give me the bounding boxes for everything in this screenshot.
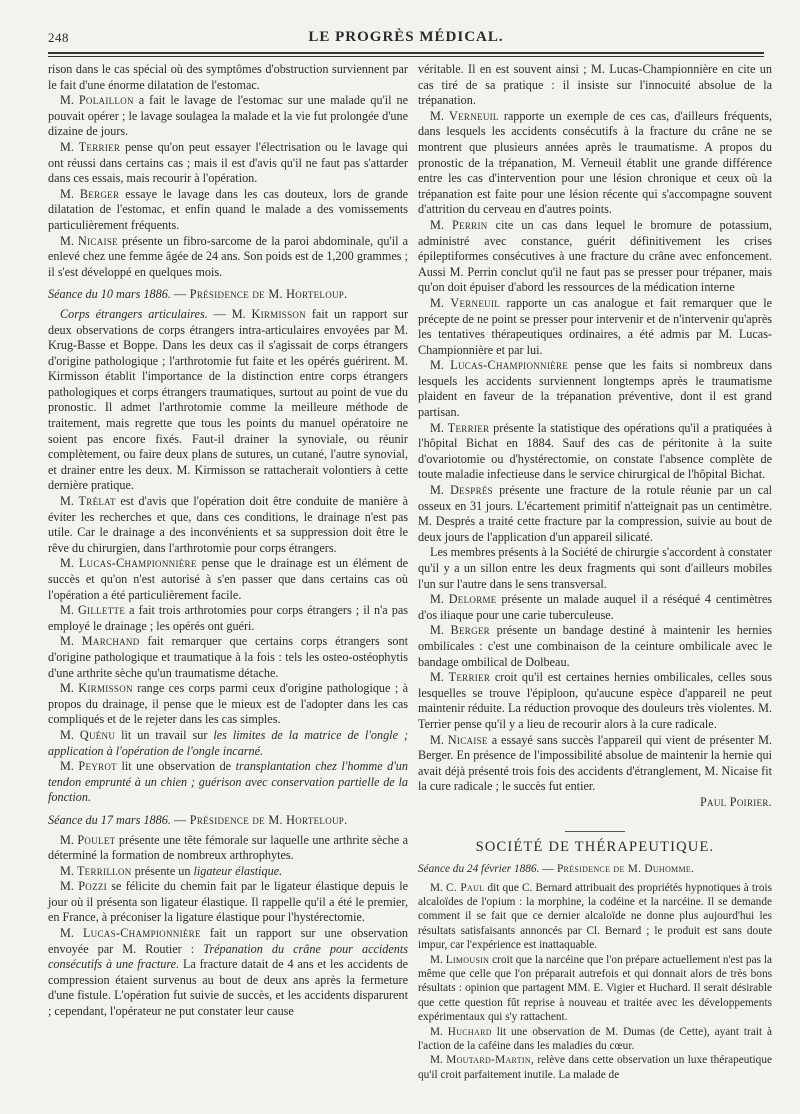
speaker-name: Perrin (451, 217, 488, 232)
paragraph: M. Lucas-Championnière fait un rapport sur une observation envoyée par M. Routier : Trépanation du crâne pour accidents consécutifs à une fracture. La fracture datait de 4 ans et les accidents de compression étaient survenus au bout de deux ans après la fermeture d'une fistule. L'opération fut suivie de succès, et les accidents disparurent ; cependant, l'opérateur ne put constater leur cause (48, 926, 409, 1019)
paragraph: M. Nicaise présente un fibro-sarcome de la paroi abdominale, qu'il a enlevé chez une femme âgée de 24 ans. Son poids est de 1,200 grammes ; il s'est développé en quelques mois. (48, 233, 408, 279)
paragraph-text: rapporte un exemple de ces cas, d'ailleurs fréquents, dans lesquels les accidents consécutifs à la fracture du crâne ne se montrent que plusieurs années après le traumatisme. A propos du pronostic de la trépanation, M. Verneuil établit une grande différence entre les cas d'intervention pour une lésion chronique et ceux où la trépanation est faite pour une lésion récente qui s'accompagne souvent d'attrition du cerveau en d'autres points. (418, 108, 772, 217)
paragraph-text: croit que la narcéine que l'on prépare actuellement n'est pas la même que celle que l'on préparait autrefois et qui donnait alors de très bons résultats : opinion que partagent MM. E. Vigier et Huchard. Il serait désirable que cette question fût reprise à nouveau et traitée avec les développements expérimentaux qui s'y rattachent. (418, 953, 772, 1024)
page-number: 248 (48, 30, 69, 45)
speaker-name: Lucas-Championnière (78, 556, 197, 571)
speaker-name: Nicaise (447, 732, 488, 747)
speaker-name: Gillette (77, 603, 126, 618)
paragraph: M. Limousin croit que la narcéine que l'on prépare actuellement n'est pas la même que celle que l'on préparait autrefois et qui donnait alors de très bons résultats : opinion que partagent MM. E. Vigier et Huchard. Il serait désirable que cette question fût reprise à nouveau et traitée avec les développements expérimentaux qui s'y rattachent. (418, 953, 772, 1024)
paragraph-text: présente une fracture de la rotule réunie par un cal osseux en 31 jours. L'écartement primitif n'atteignait pas un centimètre. M. Després a traité cette fracture par la compression, suivie au bout de deux jours de l'application d'un appareil silicaté. (418, 483, 772, 544)
work-title: ligateur élastique. (193, 863, 283, 878)
paragraph-text: fait un rapport sur une observation envoyée par M. Routier : (48, 926, 409, 956)
paragraph: M. Terrier présente la statistique des opérations qu'il a pratiquées à l'hôpital Bichat en 1884. Sauf des cas de péritonite à la suite d'ovariotomie ou d'hystérectomie, on constate l'absence complète de toute maladie infectieuse dans le service chirurgical de l'hôpital Bichat. (418, 420, 772, 482)
paragraph-text: présente un malade auquel il a réséqué 4 centimètres d'os iliaque pour une carie tuberculeuse. (418, 592, 772, 622)
speaker-name: Berger (450, 623, 490, 638)
speaker-name: Terrier (447, 420, 490, 435)
session-presidency: — Présidence de M. Horteloup. (173, 812, 348, 827)
journal-title: LE PROGRÈS MÉDICAL. (308, 29, 504, 45)
paragraph: M. Huchard lit une observation de M. Dumas (de Cette), ayant trait à l'action de la caféine dans les maladies du cœur. (418, 1025, 773, 1052)
work-title: les limites de la matrice de l'ongle ; application à l'opération de l'ongle incarné. (48, 727, 409, 758)
session-heading (48, 813, 408, 829)
work-title: Trépanation du crâne pour accidents consécutifs à une fracture. (48, 941, 408, 972)
right-column (418, 62, 772, 1082)
paragraph-text: La fracture datait de 4 ans et les accidents de compression étaient survenus au bout de deux ans après la fermeture d'une fistule. L'opération fut suivie de succès, et les accidents disparurent ; cependant, l'opérateur ne put constater leur cause (48, 957, 409, 1019)
paragraph: M. Després présente une fracture de la rotule réunie par un cal osseux en 31 jours. L'écartement primitif n'atteignait pas un centimètre. M. Després a traité cette fracture par la compression, suivie au bout de deux jours de l'application d'un appareil silicaté. (418, 483, 772, 544)
dash: — (213, 306, 226, 321)
paragraph: M. Terrier pense qu'on peut essayer l'électrisation ou le lavage qui ont réussi dans certains cas ; mais il est d'avis qu'il ne faut pas s'attarder dans ces essais, mais recourir à l'opération. (48, 139, 409, 186)
paragraph-text: dit que C. Bernard attribuait des propriétés hypnotiques à trois alcaloïdes de l'opium : la morphine, la codéine et la narcéine. Il se demande comment il se fait que ce dernier alcaloïde ne donne plus aujourd'hui les résultats satisfaisants annoncés par Cl. Bernard ; le produit est sans doute impur, car l'expérience est inattaquable. (418, 881, 773, 952)
paragraph: M. Gillette a fait trois arthrotomies pour corps étrangers ; il n'a pas employé le drainage ; les opérés ont guéri. (48, 603, 409, 633)
speaker-name: Marchand (81, 634, 140, 649)
paragraph: M. Kirmisson range ces corps parmi ceux d'origine pathologique ; à propos du drainage, il pense que le mieux est de l'adopter dans les cas compliqués et de le rejeter dans les cas simples. (48, 681, 408, 727)
paragraph: M. Quénu lit un travail sur les limites de la matrice de l'ongle ; application à l'opération de l'ongle incarné. (48, 727, 409, 758)
paragraph: Les membres présents à la Société de chirurgie s'accordent à constater qu'il y a un sillon entre les deux fragments qui sont d'ailleurs mobiles l'un sur l'autre dans le sens transversal. (418, 545, 772, 591)
signature-line (418, 795, 772, 811)
paragraph: M. Peyrot lit une observation de transplantation chez l'homme d'un tendon emprunté à un chien ; guérison avec conservation partielle de la fonction. (48, 759, 408, 805)
paragraph-text: se félicite du chemin fait par le ligateur élastique depuis le jour où il présenta son ligateur élastique. Il rappelle qu'il a été le premier, en France, à préconiser la ligature élastique pour l'hystérectomie. (48, 879, 409, 925)
paragraph: M. Verneuil rapporte un cas analogue et fait remarquer que le précepte de ne point se presser pour intervenir et de n'intervenir qu'après les tentatives thérapeutiques ordinaires, a été admis par M. Lucas-Championnière et par lui. (418, 295, 773, 357)
paragraph-text: cite un cas dans lequel le bromure de potassium, administré avec constance, guérit définitivement les crises épileptiformes consécutives à une fracture du crâne avec enfoncement. Aussi M. Perrin conclut qu'il ne faut pas se presser pour trépaner, mais qu'on doit épuiser d'abord les ressources de la médication interne (418, 217, 772, 295)
paragraph: M. Verneuil rapporte un exemple de ces cas, d'ailleurs fréquents, dans lesquels les accidents consécutifs à la fracture du crâne ne se montrent que plusieurs années après le traumatisme. A propos du pronostic de la trépanation, M. Verneuil établit une grande différence entre les cas d'intervention pour une lésion chronique et ceux où la trépanation est faite pour une lésion récente qui s'accompagne souvent d'attrition du cerveau en d'autres points. (418, 108, 772, 217)
paragraph: M. Berger présente un bandage destiné à maintenir les hernies ombilicales : c'est une combinaison de la ceinture ombilicale avec le bandage ombilical de Dolbeau. (418, 623, 772, 669)
speaker-name: Delorme (448, 592, 497, 607)
left-column (48, 62, 408, 1020)
speaker-name: Terrier (78, 139, 121, 154)
paragraph: M. Lucas-Championnière pense que le drainage est un élément de succès et qu'on n'est autorisé à s'en passer que dans certains cas où l'opération a été particulièrement facile. (48, 556, 408, 602)
speaker-name: Polaillon (78, 93, 134, 108)
speaker-name: Pozzi (78, 879, 107, 894)
session-date: Séance du 24 février 1886. (418, 863, 540, 876)
paragraph-text: range ces corps parmi ceux d'origine pathologique ; à propos du drainage, il pense que le mieux est de l'adopter dans les cas compliqués et de le rejeter dans les cas simples. (48, 681, 408, 727)
paragraph: M. Terrier croit qu'il est certaines hernies ombilicales, celles sous lesquelles se trouve l'épiploon, qu'aucune espèce d'appareil ne peut maintenir réduite. La réduction provoque des douleurs très violentes. M. Terrier pense qu'il y a lieu de recourir alors à la cure radicale. (418, 670, 772, 731)
paragraph-text: est d'avis que l'opération doit être conduite de manière à éviter les recherches et que, dans ces conditions, le drainage n'est pas utile. Car le drainage a des inconvénients et sa suppression doit être le rêve du chirurgien, dans l'arthrotomie pour corps étrangers. (48, 494, 409, 555)
paragraph-text: lit une observation de M. Dumas (de Cette), ayant trait à l'action de la caféine dans les maladies du cœur. (418, 1025, 773, 1052)
speaker-name: Quénu (79, 727, 116, 742)
speaker-name: Moutard-Martin, (446, 1054, 535, 1067)
paragraph: M. Poulet présente une tête fémorale sur laquelle une arthrite sèche a déterminé la formation de nombreux arthrophytes. (48, 832, 409, 863)
speaker-name: Berger (79, 186, 120, 201)
paragraph-text: a fait trois arthrotomies pour corps étrangers ; il n'a pas employé le drainage ; les opérés ont guéri. (48, 603, 409, 633)
speaker-name: Huchard (447, 1025, 492, 1038)
paragraph-text: relève dans cette observation un luxe thérapeutique qu'il croit parfaitement inutile. La malade de (418, 1054, 772, 1081)
paragraph-text: présente une tête fémorale sur laquelle une arthrite sèche a déterminé la formation de nombreux arthrophytes. (48, 832, 409, 863)
speaker-name: Terrillon (76, 863, 132, 878)
paragraph-text: croit qu'il est certaines hernies ombilicales, celles sous lesquelles se trouve l'épiploon, qu'aucune espèce d'appareil ne peut maintenir réduite. La réduction provoque des douleurs très violentes. M. Terrier pense qu'il y a lieu de recourir alors à la cure radicale. (418, 670, 772, 731)
speaker-name: Terrier (448, 670, 491, 685)
speaker-name: Després (450, 483, 493, 498)
paragraph: M. Marchand fait remarquer que certains corps étrangers sont d'origine pathologique et traumatique à la fois : tels les osteo-ostéophytis d'une arthrite sèche qu'un traumatisme détache. (48, 634, 408, 680)
paragraph: M. Nicaise a essayé sans succès l'appareil qui vient de présenter M. Berger. En présence de l'impossibilité absolue de maintenir la hernie qui avait déjà présenté trois fois des accidents d'étranglement, M. Nicaise fit la cure radicale ; le succès fut entier. (418, 732, 772, 794)
paragraph: rison dans le cas spécial où des symptômes d'obstruction surviennent par le fait d'une énorme dilatation de l'estomac. (48, 62, 408, 92)
session-heading (48, 287, 408, 303)
speaker-name: Trélat (78, 494, 116, 509)
paragraph-text: présente un fibro-sarcome de la paroi abdominale, qu'il a enlevé chez une femme âgée de 24 ans. Son poids est de 1,200 grammes ; il s'est développé en quelques mois. (48, 233, 408, 279)
speaker-name: C. Paul (446, 881, 485, 894)
speaker-name: Peyrot (78, 759, 117, 774)
paragraph: M. Pozzi se félicite du chemin fait par le ligateur élastique depuis le jour où il présenta son ligateur élastique. Il rappelle qu'il a été le premier, en France, à préconiser la ligature élastique pour l'hystérectomie. (48, 879, 409, 925)
paragraph: Corps étrangers articulaires. — M. Kirmisson fait un rapport sur deux observations de corps étrangers intra-articulaires envoyées par M. Krug-Basse et Boppe. Dans les deux cas il s'agissait de corps étrangers d'origine pathologique ; l'arthrotomie fut faite et les opérés guérirent. M. Kirmisson établit l'importance de la distinction entre corps étrangers pathologiques et corps étrangers traumatiques, surtout au point de vue du pronostic. Il admet l'arthrotomie comme la meilleure méthode de traitement, mais regrette que tous les points du manuel opératoire ne soient pas encore fixés. Faut-il drainer la synoviale, ou réunir complètement, ou faire deux plans de sutures, un cutané, l'autre synovial, et drainer entre les deux. M. Kirmisson se rattacherait volontiers à cette dernière pratique. (48, 306, 409, 493)
paragraph-text: lit une observation de (121, 759, 232, 774)
work-title: transplantation chez l'homme d'un tendon emprunté à un chien ; guérison avec conservation partielle de la fonction. (48, 759, 408, 805)
speaker-name: Kirmisson (251, 306, 306, 321)
session-presidency: — Présidence de M. Duhomme. (542, 863, 695, 876)
paragraph: M. Moutard-Martin, relève dans cette observation un luxe thérapeutique qu'il croit parfaitement inutile. La malade de (418, 1054, 772, 1081)
paragraph-text: fait un rapport sur deux observations de corps étrangers intra-articulaires envoyées par M. Krug-Basse et Boppe. Dans les deux cas il s'agissait de corps étrangers d'origine pathologique ; l'arthrotomie fut faite et les opérés guérirent. M. Kirmisson établit l'importance de la distinction entre corps étrangers pathologiques et corps étrangers traumatiques, surtout au point de vue du pronostic. Il admet l'arthrotomie comme la meilleure méthode de traitement, mais regrette que tous les points du manuel opératoire ne soient pas encore fixés. Faut-il drainer la synoviale, ou réunir complètement, ou faire deux plans de sutures, un cutané, l'autre synovial, et drainer entre les deux. M. Kirmisson se rattacherait volontiers à cette dernière pratique. (48, 306, 409, 493)
speaker-name: Verneuil (449, 108, 499, 123)
paragraph-text: rapporte un cas analogue et fait remarquer que le précepte de ne point se presser pour intervenir et de n'intervenir qu'après les tentatives thérapeutiques ordinaires, a été admis par M. Lucas-Championnière et par lui. (418, 295, 773, 357)
speaker-name: Lucas-Championnière (82, 926, 201, 941)
paragraph: véritable. Il en est souvent ainsi ; M. Lucas-Championnière en cite un cas tiré de sa pratique : il insiste sur l'innocuité absolue de la trépanation. (418, 62, 772, 108)
speaker-name: Nicaise (78, 233, 118, 248)
paragraph-text: fait remarquer que certains corps étrangers sont d'origine pathologique et traumatique à la fois : tels les osteo-ostéophytis d'une arthrite sèche qu'un traumatisme détache. (48, 634, 408, 680)
section-title: SOCIÉTÉ DE THÉRAPEUTIQUE. (418, 825, 772, 856)
paragraph-text: pense que le drainage est un élément de succès et qu'on n'est autorisé à s'en passer que dans certains cas où l'opération a été particulièrement facile. (48, 556, 408, 602)
paragraph-text: essaye le lavage dans les cas douteux, lors de grande dilatation de l'estomac, et enfin quand le malade a des vomissements particulièrement fréquents. (48, 186, 408, 232)
author-signature: Paul Poirier. (699, 794, 772, 809)
paragraph-text: pense que les faits si nombreux dans lesquels les accidents surviennent longtemps après le traumatisme plaident en faveur de la trépanation préventive, dont il est grand partisan. (418, 358, 772, 420)
paragraph-text: a fait le lavage de l'estomac sur une malade qu'il ne pouvait opérer ; le lavage soulagea la malade et la vie fut prolongée d'une dizaine de jours. (48, 93, 409, 139)
header-rule (48, 52, 764, 57)
paragraph: M. Lucas-Championnière pense que les faits si nombreux dans lesquels les accidents surviennent longtemps après le traumatisme plaident en faveur de la trépanation préventive, dont il est grand partisan. (418, 358, 772, 420)
paragraph: M. C. Paul dit que C. Bernard attribuait des propriétés hypnotiques à trois alcaloïdes de l'opium : la morphine, la codéine et la narcéine. Il se demande comment il se fait que ce dernier alcaloïde ne donne plus aujourd'hui les résultats satisfaisants annoncés par Cl. Bernard ; le produit est sans doute impur, car l'expérience est inattaquable. (418, 881, 773, 952)
paragraph: M. Terrillon présente un ligateur élastique. (60, 863, 283, 878)
session-date: Séance du 10 mars 1886. (48, 287, 171, 302)
session-heading (418, 862, 772, 876)
paragraph: M. Berger essaye le lavage dans les cas douteux, lors de grande dilatation de l'estomac, et enfin quand le malade a des vomissements particulièrement fréquents. (48, 186, 408, 232)
paragraph-text: a essayé sans succès l'appareil qui vient de présenter M. Berger. En présence de l'impossibilité absolue de maintenir la hernie qui avait déjà présenté trois fois des accidents d'étranglement, M. Nicaise fit la cure radicale ; le succès fut entier. (418, 732, 772, 794)
paragraph-text: pense qu'on peut essayer l'électrisation ou le lavage qui ont réussi dans certains cas ; mais il est d'avis qu'il ne faut pas s'attarder dans ces essais, mais recourir à l'opération. (48, 139, 409, 186)
speaker-name: Kirmisson (78, 681, 133, 696)
paragraph-text: lit un travail sur (121, 727, 208, 742)
paragraph-text: présente un (134, 863, 191, 878)
speaker-name: Limousin (445, 953, 490, 966)
topic-title: Corps étrangers articulaires. (60, 306, 208, 321)
speaker-name: Lucas-Championnière (450, 358, 569, 373)
paragraph: M. Delorme présente un malade auquel il a réséqué 4 centimètres d'os iliaque pour une carie tuberculeuse. (418, 592, 772, 622)
paragraph-text: présente la statistique des opérations qu'il a pratiquées à l'hôpital Bichat en 1884. Sauf des cas de péritonite à la suite d'ovariotomie ou d'hystérectomie, on constate l'absence complète de toute maladie infectieuse dans le service chirurgical de l'hôpital Bichat. (418, 420, 772, 482)
paragraph: M. Perrin cite un cas dans lequel le bromure de potassium, administré avec constance, guérit définitivement les crises épileptiformes consécutives à une fracture du crâne avec enfoncement. Aussi M. Perrin conclut qu'il ne faut pas se presser pour trépaner, mais qu'on doit épuiser d'abord les ressources de la médication interne (418, 217, 772, 295)
speaker-name: Poulet (77, 832, 116, 847)
speaker-name: Verneuil (450, 295, 501, 310)
paragraph: M. Polaillon a fait le lavage de l'estomac sur une malade qu'il ne pouvait opérer ; le lavage soulagea la malade et la vie fut prolongée d'une dizaine de jours. (48, 93, 409, 139)
paragraph-text: présente un bandage destiné à maintenir les hernies ombilicales : c'est une combinaison de la ceinture ombilicale avec le bandage ombilical de Dolbeau. (418, 623, 772, 669)
session-date: Séance du 17 mars 1886. (48, 812, 171, 827)
session-presidency: — Présidence de M. Horteloup. (173, 287, 348, 302)
paragraph: M. Trélat est d'avis que l'opération doit être conduite de manière à éviter les recherches et que, dans ces conditions, le drainage n'est pas utile. Car le drainage a des inconvénients et sa suppression doit être le rêve du chirurgien, dans l'arthrotomie pour corps étrangers. (48, 494, 409, 555)
running-head (48, 28, 764, 50)
